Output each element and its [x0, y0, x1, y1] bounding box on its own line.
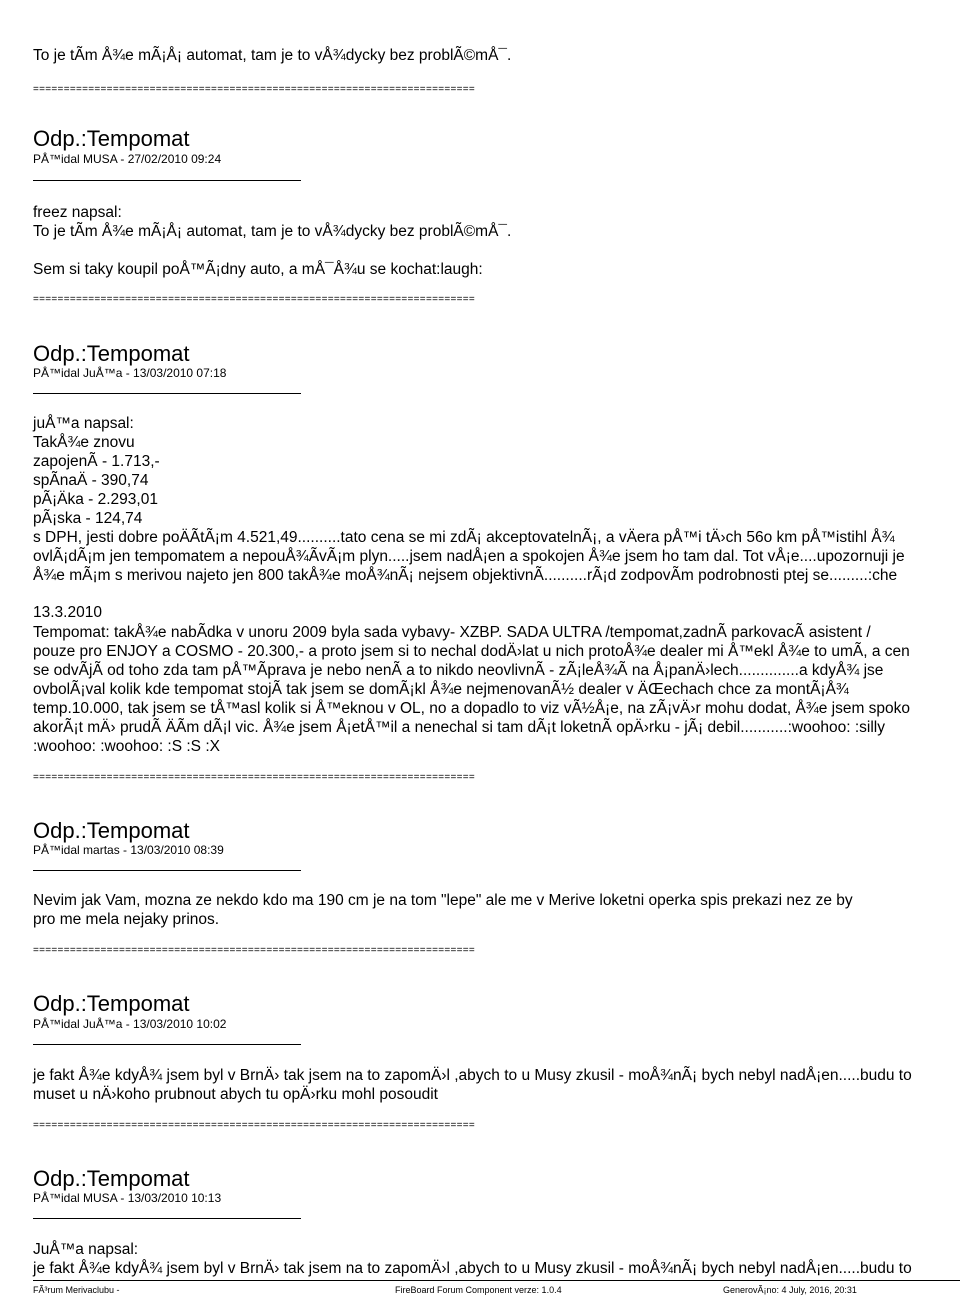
post-line: pÃ¡Äka - 2.293,01 — [33, 491, 158, 508]
post-title: Odp.:Tempomat — [33, 991, 190, 1016]
post-meta: PÅ™idal JuÅ™a - 13/03/2010 10:02 — [33, 1017, 227, 1031]
post-meta: PÅ™idal MUSA - 27/02/2010 09:24 — [33, 152, 222, 166]
separator: ======================================================================== — [33, 294, 476, 305]
post-meta: PÅ™idal MUSA - 13/03/2010 10:13 — [33, 1191, 222, 1205]
post-line: pÃ¡ska - 124,74 — [33, 510, 143, 527]
post-line: Sem si taky koupil poÅ™Ã¡dny auto, a mÅ¯Å¾u se kochat:laugh: — [33, 261, 483, 278]
post-rule — [33, 1044, 301, 1045]
page-footer — [33, 1280, 960, 1296]
post-line: je fakt Å¾e kdyÅ¾ jsem byl v BrnÄ› tak jsem na to zapomÄ›l ,abych to u Musy zkusil - moÅ¾nÃ¡ bych nebyl nadÅ¡en.....budu to — [33, 1067, 912, 1084]
post-line: pro me mela nejaky prinos. — [33, 911, 220, 928]
post-line: zapojenÃ - 1.713,- — [33, 453, 160, 470]
footer-component: FireBoard Forum Component verze: 1.0.4 — [395, 1285, 562, 1295]
post-line: spÃnaÄ - 390,74 — [33, 472, 149, 489]
post-line: Å¾e mÃ¡m s merivou najeto jen 800 takÅ¾e moÅ¾nÃ¡ nejsem objektivnÃ..........rÃ¡d zodpovÃm podrobnosti ptej se.........:che — [33, 567, 898, 584]
post-line: pouze pro ENJOY a COSMO - 20.300,- a proto jsem si to nechal dodÄ›lat u nich protoÅ¾e dealer mi Å™ekl Å¾e to umÃ, a cen — [33, 643, 910, 660]
post-line: juÅ™a napsal: — [33, 415, 134, 432]
post-line: muset u nÄ›koho prubnout abych tu opÄ›rku mohl posoudit — [33, 1086, 438, 1103]
post-line: :woohoo: :woohoo: :S :S :X — [33, 738, 220, 755]
post-line: Nevim jak Vam, mozna ze nekdo kdo ma 190 cm je na tom "lepe" ale me v Merive loketni operka spis prekazi nez ze by — [33, 892, 853, 909]
separator: ======================================================================== — [33, 945, 476, 956]
footer-generated: GenerovÃ¡no: 4 July, 2016, 20:31 — [723, 1285, 857, 1295]
post-line: To je tÃm Å¾e mÃ¡Å¡ automat, tam je to vÅ¾dycky bez problÃ©mÅ¯. — [33, 223, 512, 240]
post-line: je fakt Å¾e kdyÅ¾ jsem byl v BrnÄ› tak jsem na to zapomÄ›l ,abych to u Musy zkusil - moÅ¾nÃ¡ bych nebyl nadÅ¡en.....budu to — [33, 1260, 912, 1277]
post-meta: PÅ™idal martas - 13/03/2010 08:39 — [33, 843, 224, 857]
post-rule — [33, 1218, 301, 1219]
post-rule — [33, 393, 301, 394]
post-line: freez napsal: — [33, 204, 122, 221]
post-line: akorÃ¡t mÄ› prudÃ ÄÃm dÃ¡l vic. Å¾e jsem Å¡etÅ™il a nenechal si tam dÃ¡t loketnÃ opÄ›rku - jÃ¡ debil...........:woohoo: :silly — [33, 719, 885, 736]
separator: ======================================================================== — [33, 1120, 476, 1131]
post-line: ovbolÃ¡val kolik kde tempomat stojÃ tak jsem se domÃ¡kl Å¾e nejmenovanÃ½ dealer v ÄŒechach chce za montÃ¡Å¾ — [33, 681, 849, 698]
post-title: Odp.:Tempomat — [33, 818, 190, 843]
post-title: Odp.:Tempomat — [33, 126, 190, 151]
post-line: s DPH, jesti dobre poÄÃtÃ¡m 4.521,49..........tato cena se mi zdÃ¡ akceptovatelnÃ¡, a vÄera pÅ™i tÄ›ch 56o km pÅ™istihl Å¾ — [33, 529, 895, 546]
post-line: Tempomat: takÅ¾e nabÃdka v unoru 2009 byla sada vybavy- XZBP. SADA ULTRA /tempomat,zadnÃ parkovacÃ asistent / — [33, 624, 871, 641]
separator: ======================================================================== — [33, 772, 476, 783]
post-title: Odp.:Tempomat — [33, 1166, 190, 1191]
post-line: se odvÃjÃ od toho zda tam pÅ™Ãprava je nebo nenÃ a to nikdo neovlivnÃ - zÃ¡leÅ¾Ã na Å¡panÄ›lech..............a kdyÅ¾ jse — [33, 662, 884, 679]
post-meta: PÅ™idal JuÅ™a - 13/03/2010 07:18 — [33, 366, 227, 380]
post-line: ovlÃ¡dÃ¡m jen tempomatem a nepouÅ¾ÃvÃ¡m plyn.....jsem nadÅ¡en a spokojen Å¾e jsem ho tam dal. Tot vÅ¡e....upozornuji je — [33, 548, 905, 565]
post-rule — [33, 180, 301, 181]
post-rule — [33, 870, 301, 871]
footer-site-name: FÃ³rum Merivaclubu - — [33, 1285, 120, 1295]
post-line: 13.3.2010 — [33, 604, 102, 621]
separator: ======================================================================== — [33, 84, 476, 95]
post-title: Odp.:Tempomat — [33, 341, 190, 366]
intro-text: To je tÃm Å¾e mÃ¡Å¡ automat, tam je to vÅ¾dycky bez problÃ©mÅ¯. — [33, 47, 512, 64]
post-line: temp.10.000, tak jsem se tÅ™asl kolik si Å™eknou v OL, no a dopadlo to viz vÃ½Å¡e, na zÃ¡vÄ›r mohu dodat, Å¾e jsem spoko — [33, 700, 911, 717]
post-line: TakÅ¾e znovu — [33, 434, 135, 451]
post-line: JuÅ™a napsal: — [33, 1241, 139, 1258]
